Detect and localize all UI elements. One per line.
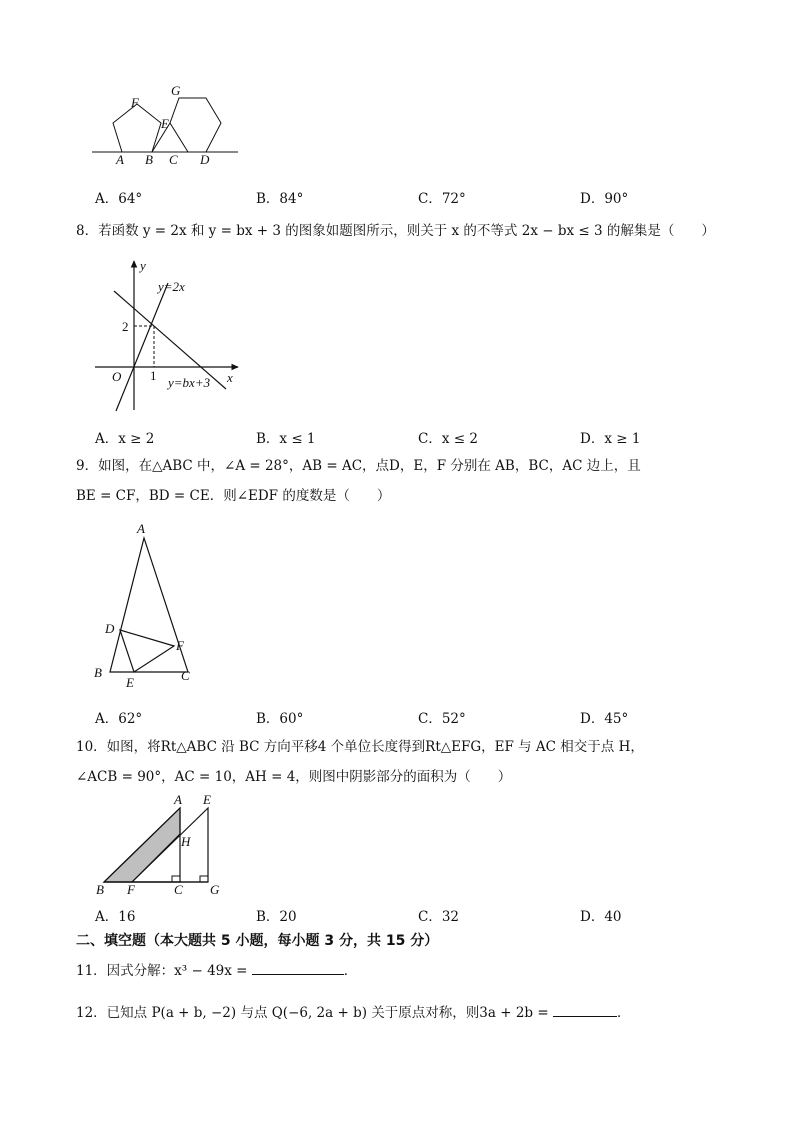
q10-label-b: B [96,882,104,897]
q8-option-c: C．x ≤ 2 [418,431,478,447]
q9-label-d: D [105,621,115,636]
q7-label-f: F [131,95,139,110]
q7-label-d: D [200,152,210,167]
q9-label-a: A [137,521,145,536]
q8-option-b: B．x ≤ 1 [256,431,316,447]
q12-end: ． [616,1005,631,1021]
q8-label-y: y [140,258,146,273]
q8-stem: 8．若函数 y = 2x 和 y = bx + 3 的图象如题图所示，则关于 x 的不等式 2x − bx ≤ 3 的解集是（ ） [76,223,715,239]
q9-label-c: C [181,668,190,683]
q10-option-b: B．20 [256,909,297,925]
q10-label-a: A [174,792,182,807]
q9-option-a: A．62° [95,711,143,727]
q10-option-d: D．40 [580,909,622,925]
q11-stem: 11．因式分解：x³ − 49x = [76,963,248,979]
q7-label-a: A [116,152,124,167]
q7-label-g: G [171,83,181,98]
q10-stem-line1: 10．如图，将Rt△ABC 沿 BC 方向平移4 个单位长度得到Rt△EFG，EF 与 AC 相交于点 H， [76,739,644,755]
q10-option-c: C．32 [418,909,460,925]
q12 [76,1002,630,1023]
q8-tick-2: 2 [122,319,129,334]
q8-label-x: x [227,370,233,385]
q9-triangle-def [120,630,174,672]
q7-label-b: B [145,152,153,167]
q7-pentagon [113,104,161,152]
q7-figure [88,80,248,170]
q11-end: ． [343,963,358,979]
q9-option-c: C．52° [418,711,466,727]
q10-label-g: G [210,882,220,897]
q8-line-y2x [116,283,168,411]
q10-label-e: E [203,792,211,807]
q10-figure [90,790,230,898]
q7-label-c: C [169,152,178,167]
q8-option-d: D．x ≥ 1 [580,431,641,447]
q8-label-origin: O [112,369,122,384]
q8-graph [90,255,250,415]
q9-stem-line1: 9．如图，在△ABC 中，∠A = 28°，AB = AC，点D，E，F 分别在 AB，BC，AC 边上，且 [76,458,641,474]
q9-option-b: B．60° [256,711,304,727]
q7-option-d: D．90° [580,191,629,207]
q8-tick-1: 1 [150,368,157,383]
q10-label-c: C [174,882,183,897]
q11-answer-blank[interactable] [252,960,344,975]
q12-stem: 12．已知点 P(a + b, −2) 与点 Q(−6, 2a + b) 关于原点对称，则3a + 2b = [76,1005,549,1021]
q7-option-c: C．72° [418,191,466,207]
q8-label-line1: y=2x [158,279,185,294]
q7-label-e: E [161,116,169,131]
q9-label-f: F [176,638,184,653]
q10-label-f: F [127,882,135,897]
q10-right-angle-g [200,876,208,882]
q10-stem-line2: ∠ACB = 90°，AC = 10，AH = 4，则图中阴影部分的面积为（ ） [76,769,512,785]
q9-label-e: E [126,675,134,690]
q12-answer-blank[interactable] [553,1002,617,1017]
section-2-title: 二、填空题（本大题共 5 小题，每小题 3 分，共 15 分） [76,933,439,949]
q11 [76,960,357,981]
q7-option-b: B．84° [256,191,304,207]
q7-option-a: A．64° [95,191,143,207]
q10-option-a: A．16 [95,909,136,925]
q8-option-a: A．x ≥ 2 [95,431,155,447]
q10-label-h: H [181,834,191,849]
q9-option-d: D．45° [580,711,629,727]
q8-label-line2: y=bx+3 [168,375,211,390]
q9-label-b: B [94,665,102,680]
q9-stem-line2: BE = CF，BD = CE．则∠EDF 的度数是（ ） [76,488,391,504]
q9-figure [90,518,210,690]
